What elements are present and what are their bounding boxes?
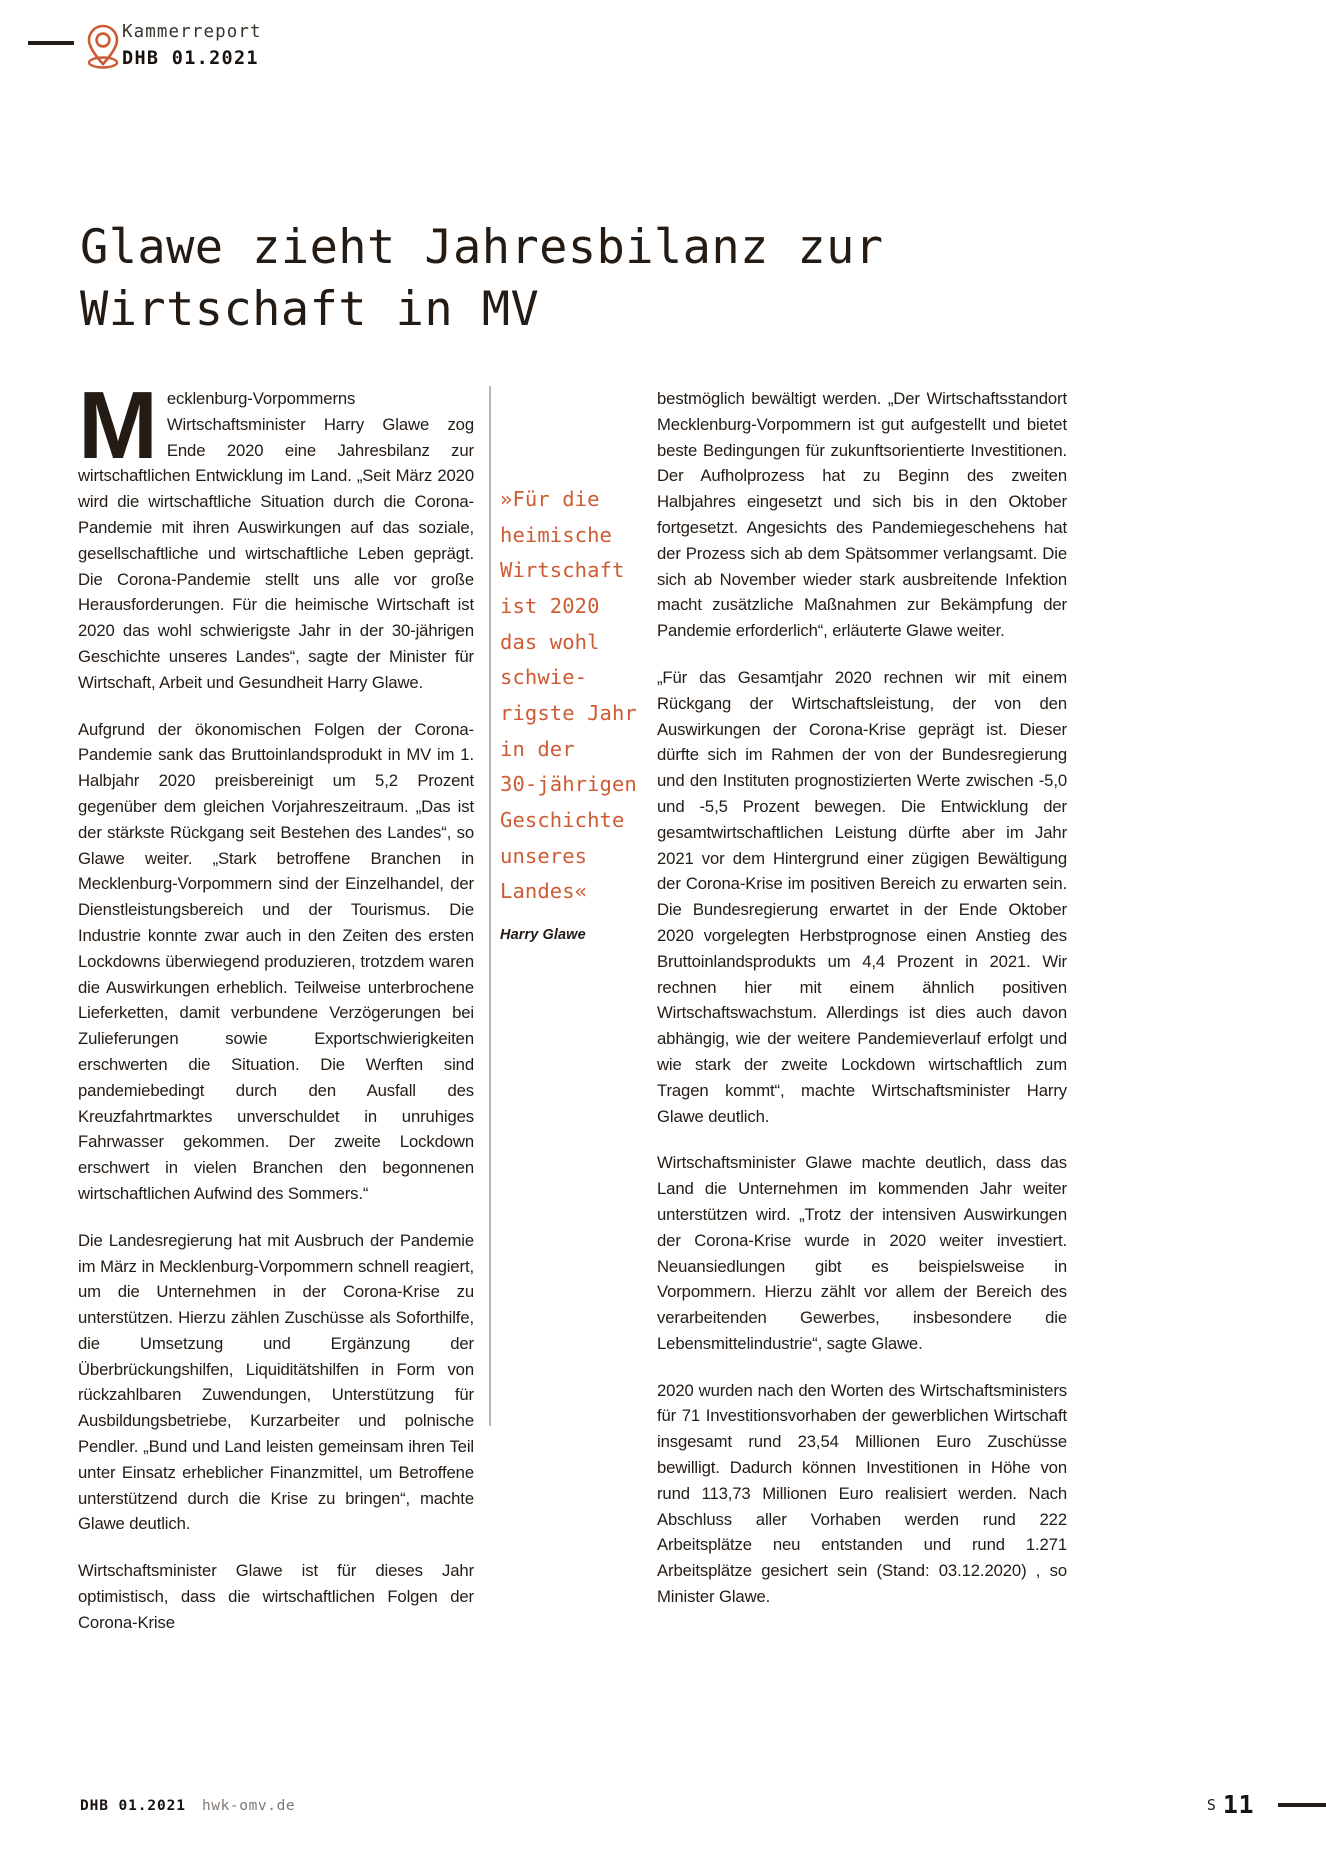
header-kicker: Kammerreport: [122, 22, 262, 42]
pull-quote-line: Landes«: [500, 879, 588, 904]
pull-quote-line: schwie-: [500, 665, 588, 690]
paragraph-text: ecklenburg-Vorpommerns Wirtschaftsminister Harry Glawe zog Ende 2020 eine Jahresbilanz zur wirtschaftlichen Entwicklung im Land. „Seit März 2020 wird die wirtschaftliche Situation durch die Corona-Pandemie mit ihren Auswirkungen auf das soziale, gesellschaftliche und wirtschaftliche Leben geprägt. Die Corona-Pandemie stellt uns alle vor große Herausforderungen. Für die heimische Wirtschaft ist 2020 das wohl schwierigste Jahr in der 30-jährigen Geschichte unseres Landes“, sagte der Minister für Wirtschaft, Arbeit und Gesundheit Harry Glawe.: [78, 389, 474, 692]
page-header: [0, 0, 1326, 110]
pull-quote-line: rigste Jahr: [500, 700, 637, 725]
paragraph: Aufgrund der ökonomischen Folgen der Corona-Pandemie sank das Bruttoinlandsprodukt in MV im 1. Halbjahr 2020 preisbereinigt um 5,2 Prozent gegenüber dem gleichen Vorjahreszeitraum. „Das ist der stärkste Rückgang seit Bestehen des Landes“, so Glawe weiter. „Stark betroffene Branchen in Mecklenburg-Vorpommern sind der Einzelhandel, der Dienstleistungsbereich und der Tourismus. Die Industrie konnte zwar auch in den Zeiten des ersten Lockdowns überwiegend produzieren, trotzdem waren die Auswirkungen erheblich. Teilweise unterbrochene Lieferketten, damit verbundene Verzögerungen bei Zulieferungen sowie Exportschwierigkeiten erschwerten die Situation. Die Werften sind pandemiebedingt durch den Ausfall des Kreuzfahrtmarktes unverschuldet in unruhiges Fahrwasser gekommen. Der zweite Lockdown erschwert in vielen Branchen den begonnenen wirtschaftlichen Aufwind des Sommers.“: [78, 719, 474, 1203]
paragraph: Wirtschaftsminister Glawe ist für dieses Jahr optimistisch, dass die wirtschaftlichen Folgen der Corona-Krise: [78, 1561, 474, 1632]
article-column-right: [657, 386, 1067, 1631]
pull-quote-line: »Für die: [500, 487, 600, 511]
page-title-line-2: Wirtschaft in MV: [80, 281, 540, 337]
header-issue: DHB 01.2021: [122, 47, 259, 69]
location-pin-icon: [83, 22, 123, 74]
page-footer: [0, 1760, 1326, 1875]
paragraph: „Für das Gesamtjahr 2020 rechnen wir mit einem Rückgang der Wirtschaftsleistung, der von den Auswirkungen der Corona-Krise geprägt ist. Dieser dürfte sich im Rahmen der von der Bundesregierung und den Instituten prognostizierten Werte zwischen -5,0 und -5,5 Prozent bewegen. Die Entwicklung der gesamtwirtschaftlichen Leistung dürfte aber im Jahr 2021 vor dem Hintergrund einer zügigen Bewältigung der Corona-Krise im positiven Bereich zu erwarten sein. Die Bundesregierung erwartet in der Ende Oktober 2020 vorgelegten Herbstprognose einen Anstieg des Bruttoinlandsprodukts um 4,4 Prozent in 2021. Wir rechnen hier mit einem ähnlich positiven Wirtschaftswachstum. Allerdings ist dies auch davon abhängig, wie der weitere Pandemieverlauf erfolgt und wie stark der zweite Lockdown wirtschaftlich zum Tragen kommt“, machte Wirtschaftsminister Harry Glawe deutlich.: [657, 667, 1067, 1126]
page-title: [80, 217, 1120, 339]
footer-right-block: [1207, 1790, 1326, 1819]
footer-issue: DHB 01.2021: [80, 1798, 186, 1814]
pull-quote-text: [500, 482, 648, 910]
paragraph: Wirtschaftsminister Glawe machte deutlich, dass das Land die Unternehmen im kommenden Jahr weiter unterstützen wird. „Trotz der intensiven Auswirkungen der Corona-Krise wurde in 2020 weiter investiert. Neuansiedlungen gibt es beispielsweise in Vorpommern. Hierzu zählt vor allem der Bereich des verarbeitenden Gewerbes, insbesondere die Lebensmittelindustrie“, sagte Glawe.: [657, 1153, 1067, 1353]
page-number: 11: [1222, 1790, 1254, 1819]
pull-quote-line: ist 2020: [500, 593, 600, 618]
paragraph: bestmöglich bewältigt werden. „Der Wirtschaftsstandort Mecklenburg-Vorpommern ist gut aufgestellt und bietet beste Bedingungen für zukunftsorientierte Investitionen. Der Aufholprozess hat zu Beginn des zweiten Halbjahres eingesetzt und sich bis in den Oktober fortgesetzt. Angesichts des Pandemiegeschehens hat der Prozess sich ab dem Spätsommer verlangsamt. Die sich ab November wieder stark ausbreitende Infektion macht zusätzliche Maßnahmen zur Bekämpfung der Pandemie erforderlich“, erläuterte Glawe weiter.: [657, 389, 1067, 641]
pull-quote-attribution: Harry Glawe: [500, 926, 586, 943]
page-number-prefix: S: [1206, 1795, 1216, 1814]
paragraph: Die Landesregierung hat mit Ausbruch der Pandemie im März in Mecklenburg-Vorpommern schnell reagiert, um die Unternehmen in der Corona-Krise zu unterstützen. Hierzu zählen Zuschüsse als Soforthilfe, die Umsetzung und Ergänzung der Überbrückungshilfen, Liquiditätshilfen in Form von rückzahlbaren Zuwendungen, Unterstützung für Ausbildungsbetriebe, Kurzarbeiter und polnische Pendler. „Bund und Land leisten gemeinsam ihren Teil unter Einsatz erheblicher Finanzmittel, um Betroffene unterstützend durch die Krise zu bringen“, machte Glawe deutlich.: [78, 1230, 474, 1534]
paragraph: 2020 wurden nach den Worten des Wirtschaftsministers für 71 Investitionsvorhaben der gewerblichen Wirtschaft insgesamt rund 23,54 Millionen Euro Zuschüsse bewilligt. Dadurch können Investitionen in Höhe von rund 113,73 Millionen Euro realisiert werden. Nach Abschluss aller Vorhaben werden rund 222 Arbeitsplätze neu entstanden und rund 1.271 Arbeitsplätze gesichert sein (Stand: 03.12.2020) , so Minister Glawe.: [657, 1380, 1067, 1607]
article-column-left: [78, 372, 474, 1657]
pull-quote-line: 30-jährigen: [500, 772, 637, 797]
article-body: [0, 372, 1326, 1716]
pull-quote-line: heimische: [500, 522, 612, 547]
footer-url[interactable]: hwk-omv.de: [201, 1798, 296, 1814]
pull-quote-line: Wirtschaft: [500, 558, 625, 583]
pull-quote-line: das wohl: [500, 629, 600, 654]
header-rule: [28, 41, 74, 45]
header-text-block: [122, 22, 262, 72]
pull-quote-line: in der: [500, 736, 575, 761]
page-title-line-1: Glawe zieht Jahresbilanz zur: [80, 220, 884, 276]
footer-left-block: [80, 1798, 295, 1814]
pull-quote: [500, 482, 648, 943]
footer-rule: [1278, 1803, 1326, 1807]
pull-quote-line: unseres: [500, 843, 588, 868]
paragraph: [78, 372, 474, 696]
drop-cap: M: [78, 372, 158, 479]
pull-quote-line: Geschichte: [500, 807, 625, 832]
